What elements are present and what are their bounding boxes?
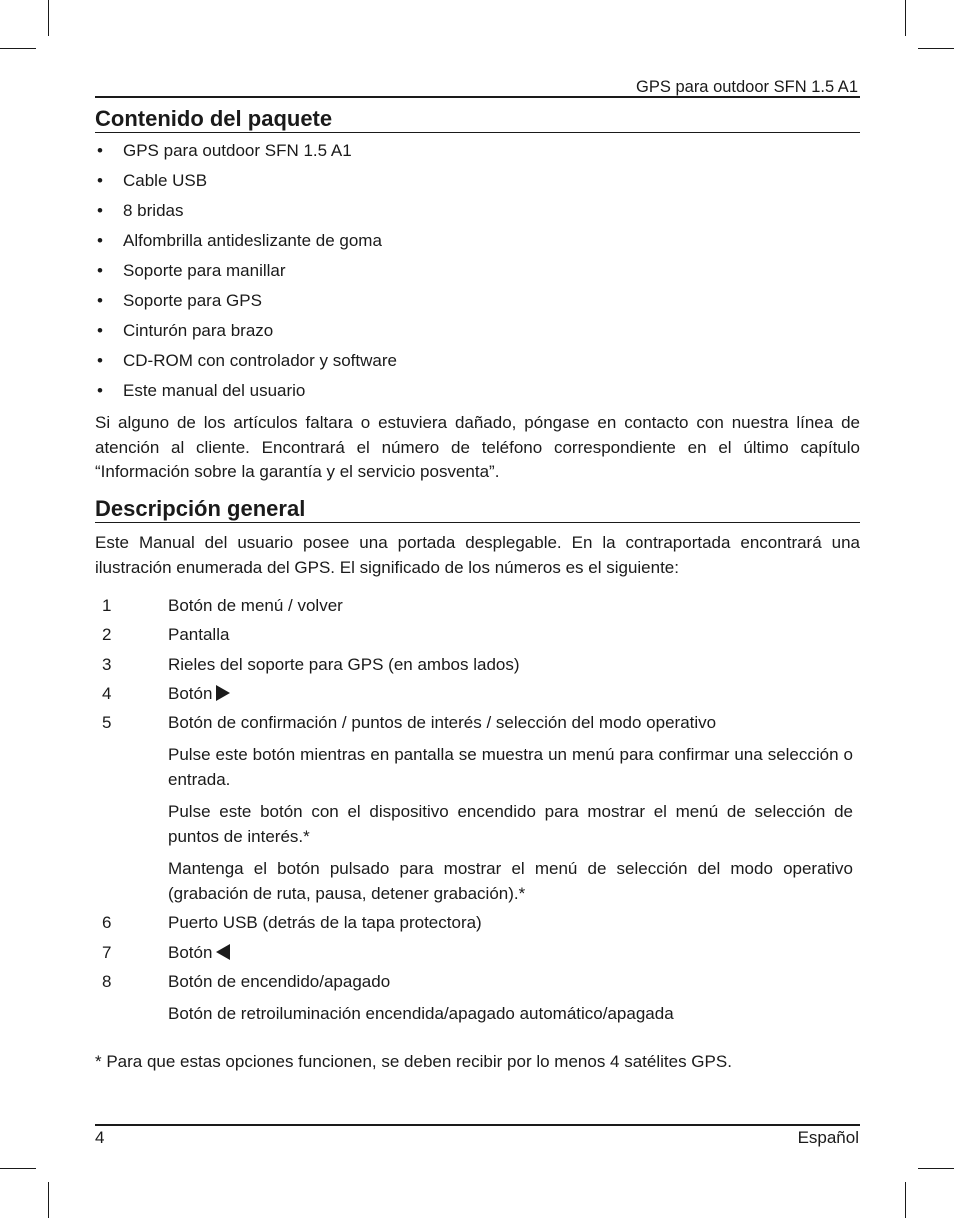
triangle-left-icon — [216, 944, 230, 960]
bullet: • — [97, 291, 103, 310]
bullet: • — [97, 231, 103, 250]
list-item — [95, 379, 397, 409]
footnote: * Para que estas opciones funcionen, se deben recibir por lo menos 4 satélites GPS. — [95, 1052, 732, 1071]
crop-mark — [48, 0, 49, 36]
list-item — [95, 289, 397, 319]
bullet: • — [97, 141, 103, 160]
section-heading-contents: Contenido del paquete — [95, 106, 860, 133]
legend-number: 5 — [102, 713, 112, 732]
crop-mark — [0, 48, 36, 49]
list-item-text: Cinturón para brazo — [123, 321, 274, 340]
running-header: GPS para outdoor SFN 1.5 A1 — [636, 78, 858, 96]
bullet: • — [97, 201, 103, 220]
legend-number: 7 — [102, 943, 112, 962]
list-item — [95, 139, 397, 169]
header-rule — [95, 96, 860, 98]
legend-number: 2 — [102, 625, 112, 644]
legend-text: Botón de confirmación / puntos de interés / selección del modo operativo — [168, 713, 717, 732]
legend-text: Botón — [168, 684, 213, 703]
footer-rule — [95, 1124, 860, 1126]
crop-mark — [48, 1182, 49, 1218]
overview-intro-paragraph: Este Manual del usuario posee una portada desplegable. En la contraportada encontrará una ilustración enumerada del GPS. El significado de los números es el siguiente: — [95, 533, 860, 577]
triangle-right-icon — [216, 685, 230, 701]
legend-text: Botón de encendido/apagado — [168, 972, 391, 991]
list-item-text: Soporte para manillar — [123, 261, 286, 280]
legend-text: Puerto USB (detrás de la tapa protectora) — [168, 913, 482, 932]
legend-number: 8 — [102, 972, 112, 991]
footer-language: Español — [797, 1128, 859, 1147]
list-item-text: GPS para outdoor SFN 1.5 A1 — [123, 141, 352, 160]
legend-text: Botón — [168, 943, 213, 962]
crop-mark — [0, 1168, 36, 1169]
legend-note: Botón de retroiluminación encendida/apagado automático/apagada — [168, 1004, 674, 1023]
list-item — [95, 169, 397, 199]
legend-number: 3 — [102, 655, 112, 674]
legend-number: 4 — [102, 684, 112, 703]
legend-text-wrap — [168, 941, 853, 965]
list-item — [95, 349, 397, 379]
bullet: • — [97, 351, 103, 370]
legend-note: Pulse este botón mientras en pantalla se muestra un menú para confirmar una selección o entrada. — [168, 745, 853, 789]
crop-mark — [918, 1168, 954, 1169]
legend-note: Pulse este botón con el dispositivo encendido para mostrar el menú de selección de puntos de interés.* — [168, 802, 853, 846]
list-item-text: Este manual del usuario — [123, 381, 306, 400]
bullet: • — [97, 261, 103, 280]
legend-text-wrap — [168, 682, 853, 706]
crop-mark — [918, 48, 954, 49]
list-item-text: Soporte para GPS — [123, 291, 262, 310]
list-item-text: Alfombrilla antideslizante de goma — [123, 231, 382, 250]
list-item — [95, 259, 397, 289]
list-item-text: CD-ROM con controlador y software — [123, 351, 397, 370]
list-item-text: Cable USB — [123, 171, 208, 190]
list-item — [95, 199, 397, 229]
bullet: • — [97, 381, 103, 400]
package-contents-list — [95, 139, 397, 409]
legend-note: Mantenga el botón pulsado para mostrar el menú de selección del modo operativo (grabación de ruta, pausa, detener grabación).* — [168, 859, 853, 903]
missing-items-paragraph: Si alguno de los artículos faltara o estuviera dañado, póngase en contacto con nuestra línea de atención al cliente. Encontrará el número de teléfono correspondiente en el último capítulo “Información sobre la garantía y el servicio posventa”. — [95, 413, 860, 481]
list-item — [95, 319, 397, 349]
legend-number: 6 — [102, 913, 112, 932]
page-number: 4 — [95, 1128, 105, 1147]
list-item-text: 8 bridas — [123, 201, 184, 220]
legend-text: Pantalla — [168, 625, 230, 644]
legend-text: Botón de menú / volver — [168, 596, 343, 615]
list-item — [95, 229, 397, 259]
bullet: • — [97, 171, 103, 190]
legend-number: 1 — [102, 596, 112, 615]
bullet: • — [97, 321, 103, 340]
crop-mark — [905, 0, 906, 36]
crop-mark — [905, 1182, 906, 1218]
section-heading-overview: Descripción general — [95, 496, 860, 523]
legend-text: Rieles del soporte para GPS (en ambos lados) — [168, 655, 520, 674]
